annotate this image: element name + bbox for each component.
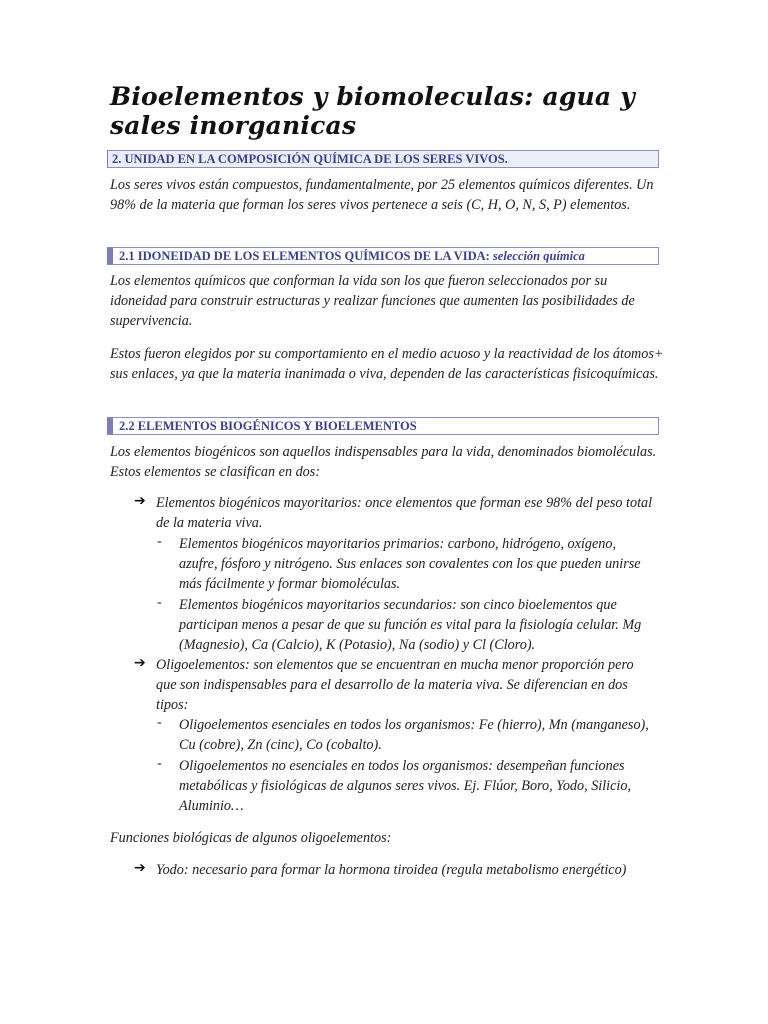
dash-bullet: -	[157, 756, 162, 771]
section-heading-idoneidad	[107, 247, 659, 265]
sublist-item-text: Oligoelementos esenciales en todos los organismos: Fe (hierro), Mn (manganeso), Cu (cobre), Zn (cinc), Co (cobalto).	[179, 717, 649, 753]
list-item-oligoelementos	[134, 655, 654, 715]
paragraph-comportamiento: Estos fueron elegidos por su comportamiento en el medio acuoso y la reactividad de los átomos+ sus enlaces, ya que la materia inanimada o viva, dependen de las características fisicoquímicas.	[110, 346, 664, 382]
sublist-item-esenciales	[157, 715, 657, 755]
arrow-bullet-icon: ➔	[134, 860, 146, 876]
dash-bullet: -	[157, 595, 162, 610]
sublist-item-text: Oligoelementos no esenciales en todos los organismos: desempeñan funciones metabólicas y fisiológicas de algunos seres vivos. Ej. Flúor, Boro, Yodo, Silicio, Aluminio…	[179, 758, 632, 814]
list-item-text: Oligoelementos: son elementos que se encuentran en mucha menor proporción pero que son indispensables para el desarrollo de la materia viva. Se diferencian en dos tipos:	[156, 657, 634, 713]
list-item-mayoritarios	[134, 493, 654, 533]
list-item-text: Elementos biogénicos mayoritarios: once elementos que forman ese 98% del peso total de la materia viva.	[156, 495, 653, 531]
sublist-item-primarios	[157, 534, 657, 594]
section-heading-unidad	[107, 150, 659, 168]
paragraph-biogenicos: Los elementos biogénicos son aquellos indispensables para la vida, denominados biomoléculas. Estos elementos se clasifican en dos:	[110, 444, 657, 480]
section-heading-biogenicos	[107, 417, 659, 435]
paragraph-seres-vivos: Los seres vivos están compuestos, fundamentalmente, por 25 elementos químicos diferentes. Un 98% de la materia que forman los seres vivos pertenece a seis (C, H, O, N, S, P) elementos.	[110, 177, 654, 213]
paragraph-funciones: Funciones biológicas de algunos oligoelementos:	[110, 830, 392, 846]
sublist-item-no-esenciales	[157, 756, 657, 816]
dash-bullet: -	[157, 534, 162, 549]
list-item-yodo	[134, 860, 654, 880]
paragraph-seleccion: Los elementos químicos que conforman la vida son los que fueron seleccionados por su idoneidad para construir estructuras y realizar funciones que aumenten las posibilidades de supervivencia.	[110, 273, 635, 329]
arrow-bullet-icon: ➔	[134, 493, 146, 509]
sublist-item-text: Elementos biogénicos mayoritarios secundarios: son cinco bioelementos que participan menos a pesar de que su función es vital para la fisiología celular. Mg (Magnesio), Ca (Calcio), K (Potasio), Na (sodio) y Cl (Cloro).	[179, 597, 642, 653]
section-heading-text: 2.2 ELEMENTOS BIOGÉNICOS Y BIOELEMENTOS	[119, 419, 417, 433]
sublist-item-secundarios	[157, 595, 657, 655]
section-heading-text: 2.1 IDONEIDAD DE LOS ELEMENTOS QUÍMICOS DE LA VIDA:	[119, 249, 490, 263]
arrow-bullet-icon: ➔	[134, 655, 146, 671]
document-title: Bioelementos y biomoleculas: agua y sales inorganicas	[110, 82, 635, 140]
section-heading-text: 2. UNIDAD EN LA COMPOSICIÓN QUÍMICA DE LOS SERES VIVOS.	[112, 152, 508, 166]
section-heading-suffix: selección química	[492, 249, 585, 263]
dash-bullet: -	[157, 715, 162, 730]
list-item-text: Yodo: necesario para formar la hormona tiroidea (regula metabolismo energético)	[156, 862, 627, 878]
sublist-item-text: Elementos biogénicos mayoritarios primarios: carbono, hidrógeno, oxígeno, azufre, fósforo y nitrógeno. Sus enlaces son covalentes con los que pueden unirse más fácilmente y formar biomoléculas.	[179, 536, 641, 592]
